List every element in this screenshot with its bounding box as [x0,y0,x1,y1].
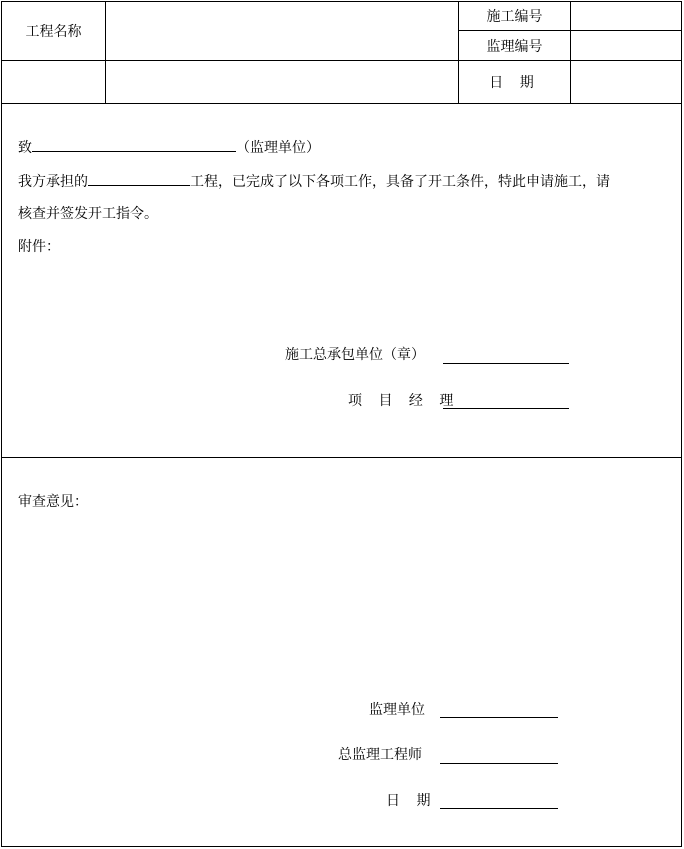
construction-no-field[interactable] [571,2,682,30]
to-prefix: 致 [18,140,32,156]
addressee-line [18,137,320,158]
date-label: 日 期 [489,75,540,91]
supervision-unit-blank[interactable] [32,137,236,152]
review-date-label: 日 期 [386,793,437,809]
chief-engineer-label: 总监理工程师 [338,747,422,763]
construction-start-application-form [1,1,682,847]
supervision-unit-label: 监理单位 [369,702,425,718]
review-date-line[interactable] [440,808,558,809]
project-name-field[interactable] [106,2,458,60]
contractor-label: 施工总承包单位（章） [285,347,425,363]
project-manager-label: 项 目 经 理 [348,393,460,409]
chief-engineer-signature-line[interactable] [440,763,558,764]
statement-line [18,171,610,192]
project-name-label: 工程名称 [25,24,82,40]
supervision-no-label: 监理编号 [486,38,543,55]
contractor-signature-line[interactable] [443,363,569,364]
divider [2,103,682,104]
divider [2,457,682,458]
body-text: 工程，已完成了以下各项工作，具备了开工条件，特此申请施工，请 [190,174,610,190]
blank-left-cell[interactable] [2,61,105,103]
project-manager-signature-line[interactable] [443,408,569,409]
date-field[interactable] [571,61,682,103]
construction-no-label: 施工编号 [486,9,543,25]
attachment-label: 附件： [18,239,60,255]
to-suffix: （监理单位） [236,140,320,156]
body-prefix: 我方承担的 [18,174,88,190]
project-blank[interactable] [88,171,190,186]
review-opinion-label: 审查意见： [18,494,88,510]
supervision-unit-signature-line[interactable] [440,717,558,718]
supervision-no-field[interactable] [571,31,682,60]
blank-middle-cell[interactable] [106,61,458,103]
statement-line-2: 核查并签发开工指令。 [18,206,158,222]
